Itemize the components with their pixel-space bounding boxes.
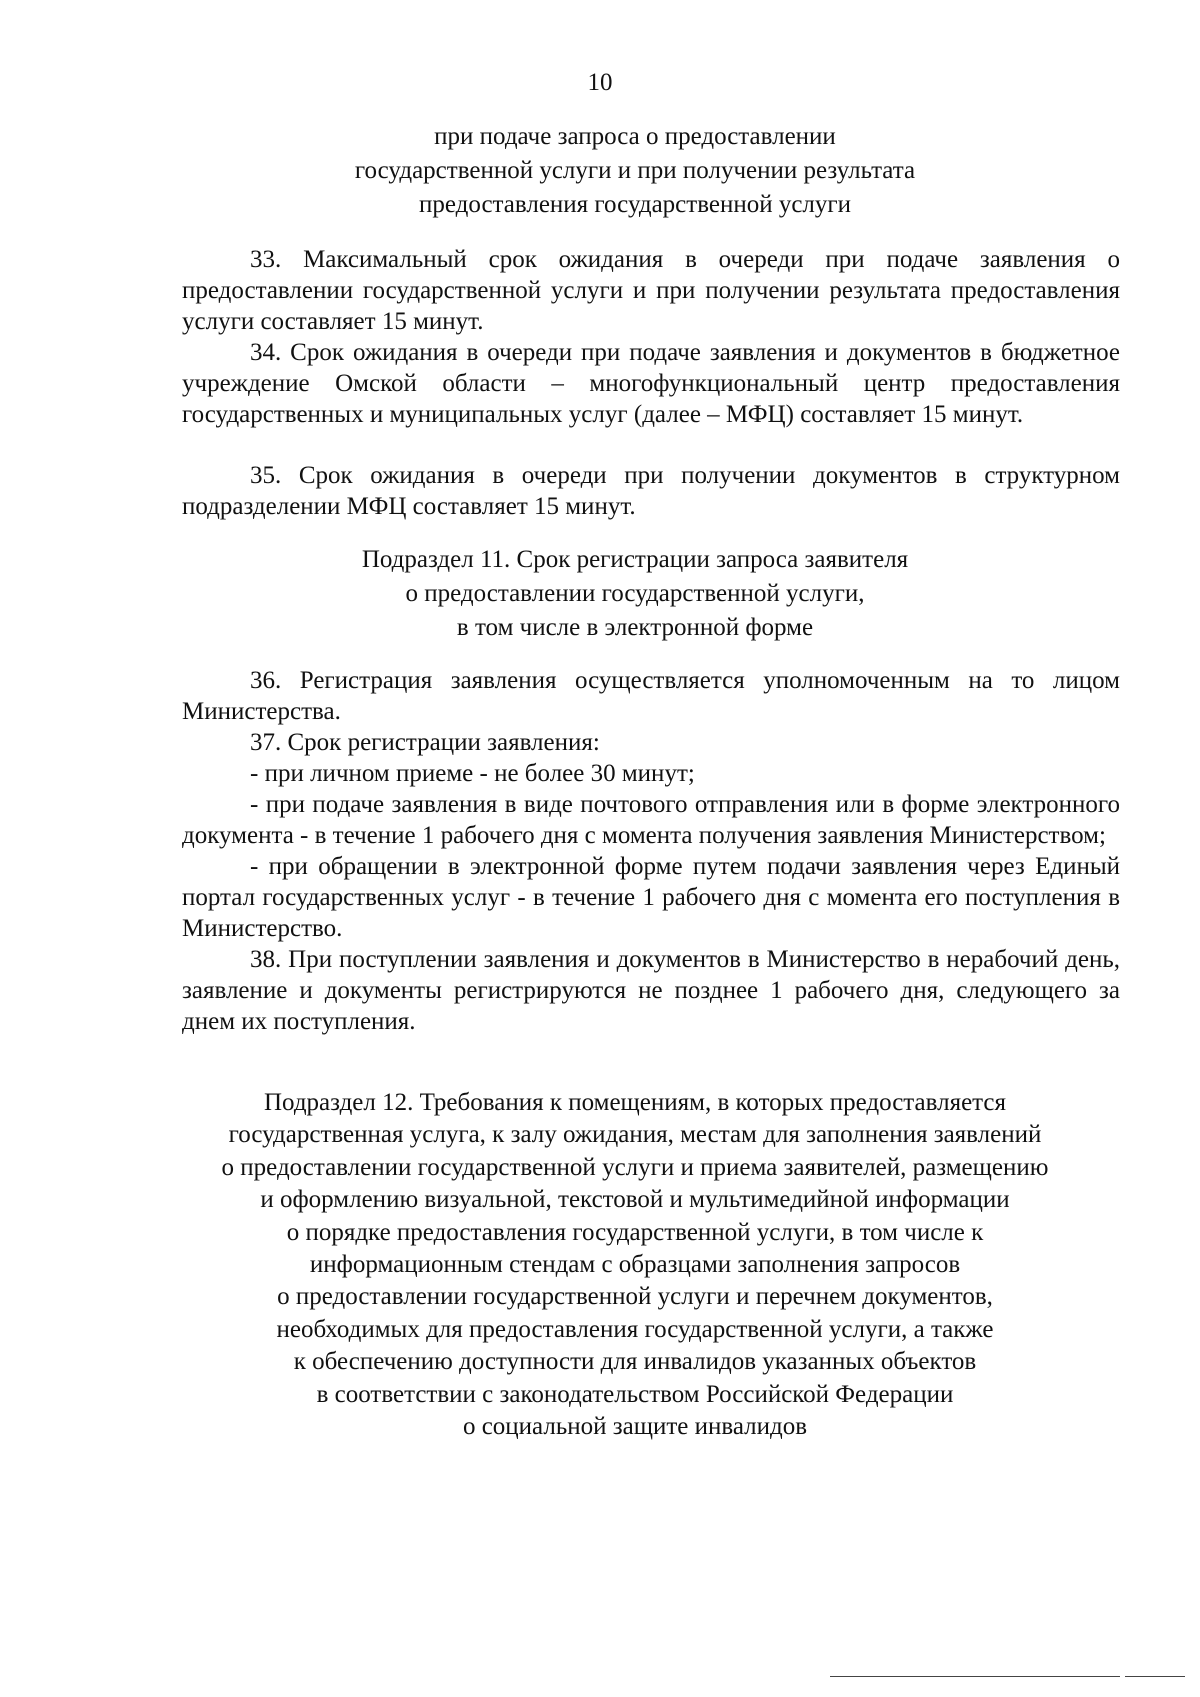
heading-line: государственная услуга, к залу ожидания, местам для заполнения заявлений [228, 1121, 1042, 1149]
heading-line: к обеспечению доступности для инвалидов указанных объектов [293, 1348, 977, 1376]
footer-rule [830, 1676, 1120, 1677]
paragraphs-36-38-block [182, 665, 1120, 1037]
heading-line: о предоставлении государственной услуги и приема заявителей, размещению [221, 1153, 1049, 1181]
heading-line: о предоставлении государственной услуги, [405, 580, 865, 607]
list-item-unified-portal: - при обращении в электронной форме путем подачи заявления через Единый портал государственных услуг - в течение 1 рабочего дня с момента его поступления в Министерство. [182, 853, 1120, 942]
section-heading [175, 120, 1095, 222]
heading-line: предоставления государственной услуги [418, 191, 852, 218]
paragraph-33-block [182, 244, 1120, 337]
footer-rule-segment [1125, 1676, 1185, 1677]
subsection-11-heading [175, 543, 1095, 645]
paragraph-34: 34. Срок ожидания в очереди при подаче заявления и документов в бюджетное учреждение Омской области – многофункциональный центр предоставления государственных и муниципальных услуг (далее – МФЦ) составляет 15 минут. [182, 339, 1120, 428]
paragraph-35: 35. Срок ожидания в очереди при получении документов в структурном подразделении МФЦ составляет 15 минут. [182, 462, 1120, 520]
heading-line: необходимых для предоставления государственной услуги, а также [276, 1315, 994, 1343]
heading-line: при подаче запроса о предоставлении [434, 123, 836, 150]
paragraph-34-block [182, 337, 1120, 430]
heading-line: в том числе в электронной форме [456, 614, 814, 641]
heading-line: информационным стендам с образцами заполнения запросов [309, 1251, 961, 1279]
paragraph-36: 36. Регистрация заявления осуществляется уполномоченным на то лицом Министерства. [182, 667, 1120, 725]
heading-line: государственной услуги и при получении результата [354, 157, 916, 184]
paragraph-33: 33. Максимальный срок ожидания в очереди при подаче заявления о предоставлении государственной услуги и при получении результата предоставления услуги составляет 15 минут. [182, 246, 1120, 335]
page-number: 10 [587, 69, 613, 96]
list-item-postal-or-electronic: - при подаче заявления в виде почтового отправления или в форме электронного документа - в течение 1 рабочего дня с момента получения заявления Министерством; [182, 791, 1120, 849]
paragraph-37: 37. Срок регистрации заявления: [250, 729, 600, 756]
heading-line: и оформлению визуальной, текстовой и мультимедийной информации [260, 1186, 1010, 1214]
heading-line: Подраздел 11. Срок регистрации запроса заявителя [361, 546, 909, 573]
paragraph-35-block [182, 460, 1120, 522]
heading-line: о социальной защите инвалидов [462, 1413, 808, 1441]
heading-line: в соответствии с законодательством Российской Федерации [316, 1380, 954, 1408]
heading-line: Подраздел 12. Требования к помещениям, в которых предоставляется [264, 1089, 1006, 1116]
list-item-personal-reception: - при личном приеме - не более 30 минут; [250, 760, 695, 787]
heading-line: о предоставлении государственной услуги и перечнем документов, [277, 1283, 993, 1311]
paragraph-38: 38. При поступлении заявления и документов в Министерство в нерабочий день, заявление и документы регистрируются не позднее 1 рабочего дня, следующего за днем их поступления. [182, 946, 1120, 1035]
heading-line: о порядке предоставления государственной услуги, в том числе к [286, 1218, 984, 1246]
subsection-12-heading [150, 1087, 1120, 1443]
